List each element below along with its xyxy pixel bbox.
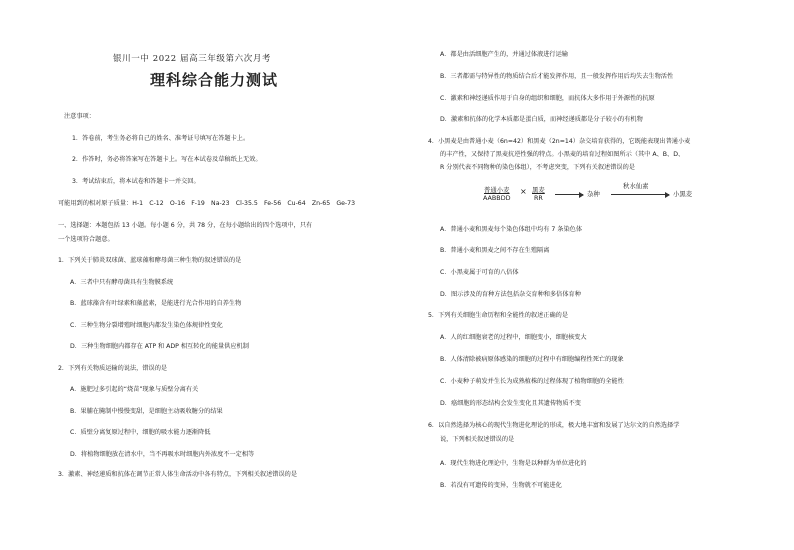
question-4-stem-line: R 分别代表不同物种的染色体组），不考虑突变，下列有关叙述错误的是 xyxy=(440,164,635,171)
arrow-to-triticale xyxy=(611,194,669,195)
question-3-option-b: B．三者都需与特异性的物质结合后才能发挥作用，且一般发挥作用后均失去生物活性 xyxy=(440,73,674,80)
notice-item: 1．答卷前，考生务必将自己的姓名、准考证号填写在答题卡上。 xyxy=(72,135,250,142)
question-5-option-d: D．癌细胞的形态结构会发生变化且其遗传物质不变 xyxy=(440,400,581,407)
question-5-option-c: C．小麦种子萌发并生长为成熟植株的过程体现了植物细胞的全能性 xyxy=(440,378,624,385)
section-heading-cont: 一个选项符合题意。 xyxy=(58,236,114,243)
section-heading: 一、选择题：本题包括 13 小题。每小题 6 分，共 78 分，在每小题给出的四个选项中，只有 xyxy=(58,222,313,229)
question-1-option-c: C．三种生物分裂增殖时细胞内都发生染色体规律性变化 xyxy=(70,322,223,329)
notice-item: 2．作答时，务必将答案写在答题卡上。写在本试卷及草稿纸上无效。 xyxy=(72,156,262,163)
question-3-option-a: A．都是由活细胞产生的，并通过体液进行运输 xyxy=(440,51,568,58)
question-3-option-c: C．激素和神经递质作用于自身的组织和细胞，而抗体大多作用于外源性的抗原 xyxy=(440,95,655,102)
exam-title: 理科综合能力测试 xyxy=(150,71,279,89)
question-1-option-b: B．蓝球藻含有叶绿素和藻蓝素，是能进行光合作用的自养生物 xyxy=(70,300,242,307)
question-6-option-b: B．若没有可遗传的变异，生物就不可能进化 xyxy=(440,482,562,489)
parent-wheat-genome: AABBDD xyxy=(483,194,511,202)
question-5-stem: 5．下列有关细胞生命历程和全能性的叙述正确的是 xyxy=(428,312,569,319)
atomic-masses: 可能用到的相对原子质量：H-1 C-12 O-16 F-19 Na-23 Cl-35.5 Fe-56 Cu-64 Zn-65 Ge-73 xyxy=(58,200,356,207)
question-6-stem: 6．以自然选择为核心的现代生物进化理论的形成，极大地丰富和发展了达尔文的自然选择学 xyxy=(428,422,680,429)
question-1-stem: 1．下列关于肺炎双球菌、蓝球藻和酵母菌三种生物的叙述错误的是 xyxy=(58,257,242,264)
question-2-option-b: B．果脯在腌制中慢慢变甜，是细胞主动吸收糖分的结果 xyxy=(70,408,223,415)
hybrid-label: 杂种 xyxy=(587,190,600,198)
question-2-option-a: A．施肥过多引起的“烧苗”现象与质壁分离有关 xyxy=(70,386,199,393)
question-4-option-b: B．普通小麦和黑麦之间不存在生殖隔离 xyxy=(440,247,550,254)
question-5-option-a: A．人的红细胞衰老的过程中，细胞变小，细胞核变大 xyxy=(440,334,587,341)
cross-symbol: × xyxy=(520,187,527,196)
question-4-option-a: A．普通小麦和黑麦每个染色体组中均有 7 条染色体 xyxy=(440,226,583,233)
question-4-option-d: D．图示涉及的育种方法包括杂交育种和多倍体育种 xyxy=(440,291,581,298)
question-2-option-d: D．将植物细胞放在清水中，当不再吸水时细胞内外浓度不一定相等 xyxy=(70,451,255,458)
parent-wheat-label: 普通小麦 xyxy=(483,186,510,194)
question-4-option-c: C．小黑麦属于可育的八倍体 xyxy=(440,269,519,276)
question-6-option-a: A．现代生物进化理论中，生物是以种群为单位进化的 xyxy=(440,460,587,467)
question-1-option-d: D．三种生物细胞内都存在 ATP 和 ADP 相互转化的能量供应机制 xyxy=(70,343,249,350)
question-3-stem: 3．激素、神经递质和抗体在调节正常人体生命活动中各有特点，下列相关叙述错误的是 xyxy=(58,471,298,478)
parent-wheat xyxy=(483,186,511,202)
notice-item: 3．考试结束后，将本试卷和答题卡一并交回。 xyxy=(72,178,200,185)
question-6-stem-line: 说，下列相关叙述错误的是 xyxy=(440,436,515,443)
question-4-stem-line: 的丰产性，又保持了黑麦抗逆性强的特点。小黑麦的培育过程如图所示（其中 A、B、D、 xyxy=(440,151,685,158)
question-2-option-c: C．质壁分离复原过程中，细胞的吸水能力逐渐降低 xyxy=(70,429,211,436)
arrow-to-hybrid xyxy=(555,194,583,195)
breeding-diagram xyxy=(483,182,743,212)
school-header: 银川一中 2022 届高三年级第六次月考 xyxy=(113,54,272,64)
question-2-stem: 2．下列有关物质运输的说法，错误的是 xyxy=(58,365,168,372)
notice-heading: 注意事项： xyxy=(64,113,95,120)
question-4-stem: 4．小黑麦是由普通小麦（6n=42）和黑麦（2n=14）杂交培育获得的，它既能表现出普通小麦 xyxy=(428,138,691,145)
treatment-label: 秋水仙素 xyxy=(623,182,649,190)
parent-rye-genome: RR xyxy=(533,194,543,202)
question-1-option-a: A．三者中只有酵母菌具有生物膜系统 xyxy=(70,279,174,286)
question-3-option-d: D．激素和抗体的化学本质都是蛋白质，而神经递质都是分子较小的有机物 xyxy=(440,116,643,123)
parent-rye xyxy=(532,186,545,202)
question-5-option-b: B．人体清除被病原体感染的细胞的过程中有细胞编程性死亡的现象 xyxy=(440,356,624,363)
result-label: 小黑麦 xyxy=(673,190,693,198)
parent-rye-label: 黑麦 xyxy=(532,186,545,194)
